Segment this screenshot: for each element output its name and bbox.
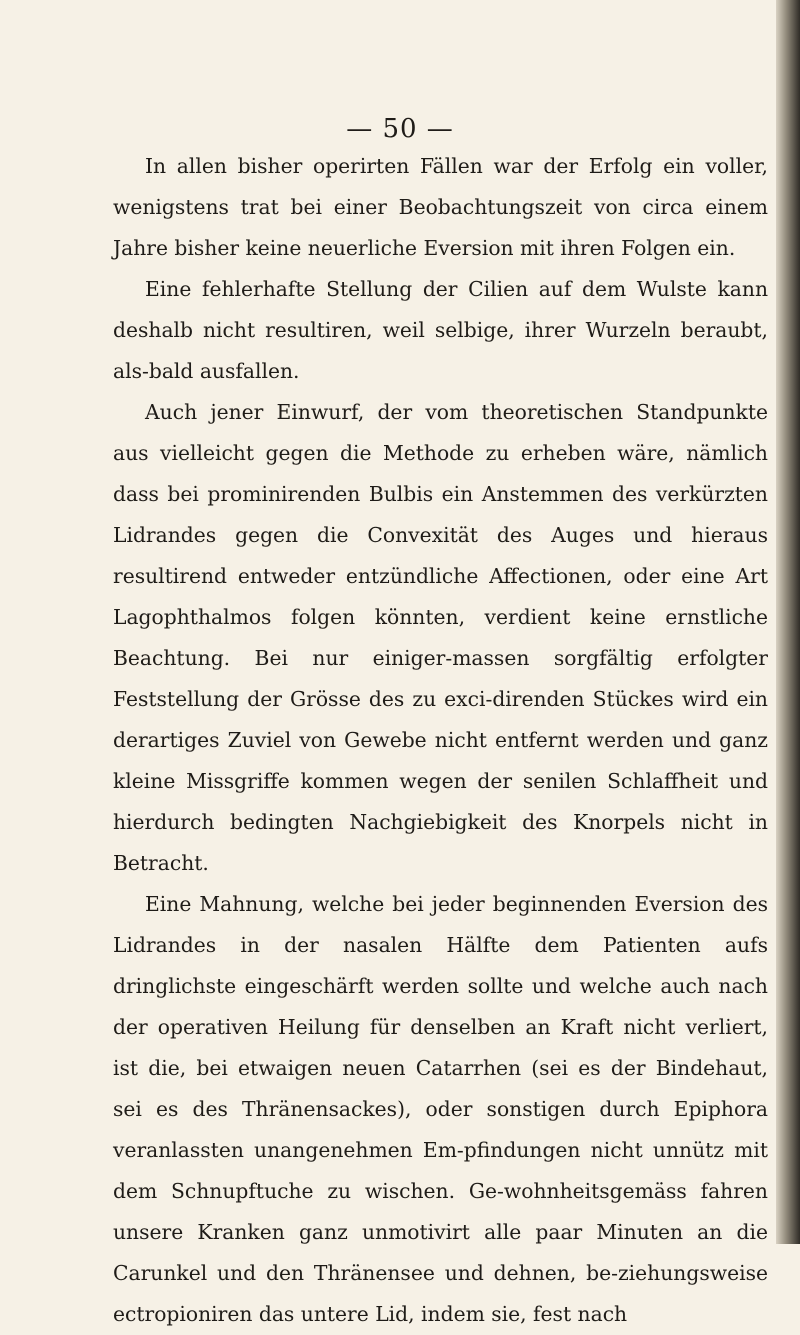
paragraph-4: Eine Mahnung, welche bei jeder beginnenden Eversion des Lidrandes in der nasalen Hälfte dem Patienten aufs dringlichste eingeschärft werden sollte und welche auch nach der operativen Heilung für denselben an Kraft nicht verliert, ist die, bei etwaigen neuen Catarrhen (sei es der Bindehaut, sei es des Thränensackes), oder sonstigen durch Epiphora veranlassten unangenehmen Em-pfindungen nicht unnütz mit dem Schnupftuche zu wischen. Ge-wohnheitsgemäss fahren unsere Kranken ganz unmotivirt alle paar Minuten an die Carunkel und den Thränensee und dehnen, be-ziehungsweise ectropioniren das untere Lid, indem sie, fest nach <box>113 892 768 1326</box>
body-text <box>113 146 768 1335</box>
page-number: — 50 — <box>346 114 454 144</box>
paragraph-1: In allen bisher operirten Fällen war der Erfolg ein voller, wenigstens trat bei einer Beobachtungszeit von circa einem Jahre bisher keine neuerliche Eversion mit ihren Folgen ein. <box>113 154 768 260</box>
page-edge-shadow <box>776 0 800 1244</box>
paragraph-3: Auch jener Einwurf, der vom theoretischen Standpunkte aus vielleicht gegen die Methode zu erheben wäre, nämlich dass bei prominirenden Bulbis ein Anstemmen des verkürzten Lidrandes gegen die Convexität des Auges und hieraus resultirend entweder entzündliche Affectionen, oder eine Art Lagophthalmos folgen könnten, verdient keine ernstliche Beachtung. Bei nur einiger-massen sorgfältig erfolgter Feststellung der Grösse des zu exci-direnden Stückes wird ein derartiges Zuviel von Gewebe nicht entfernt werden und ganz kleine Missgriffe kommen wegen der senilen Schlaffheit und hierdurch bedingten Nachgiebigkeit des Knorpels nicht in Betracht. <box>113 400 768 875</box>
paragraph-2: Eine fehlerhafte Stellung der Cilien auf dem Wulste kann deshalb nicht resultiren, weil selbige, ihrer Wurzeln beraubt, als-bald ausfallen. <box>113 277 768 383</box>
